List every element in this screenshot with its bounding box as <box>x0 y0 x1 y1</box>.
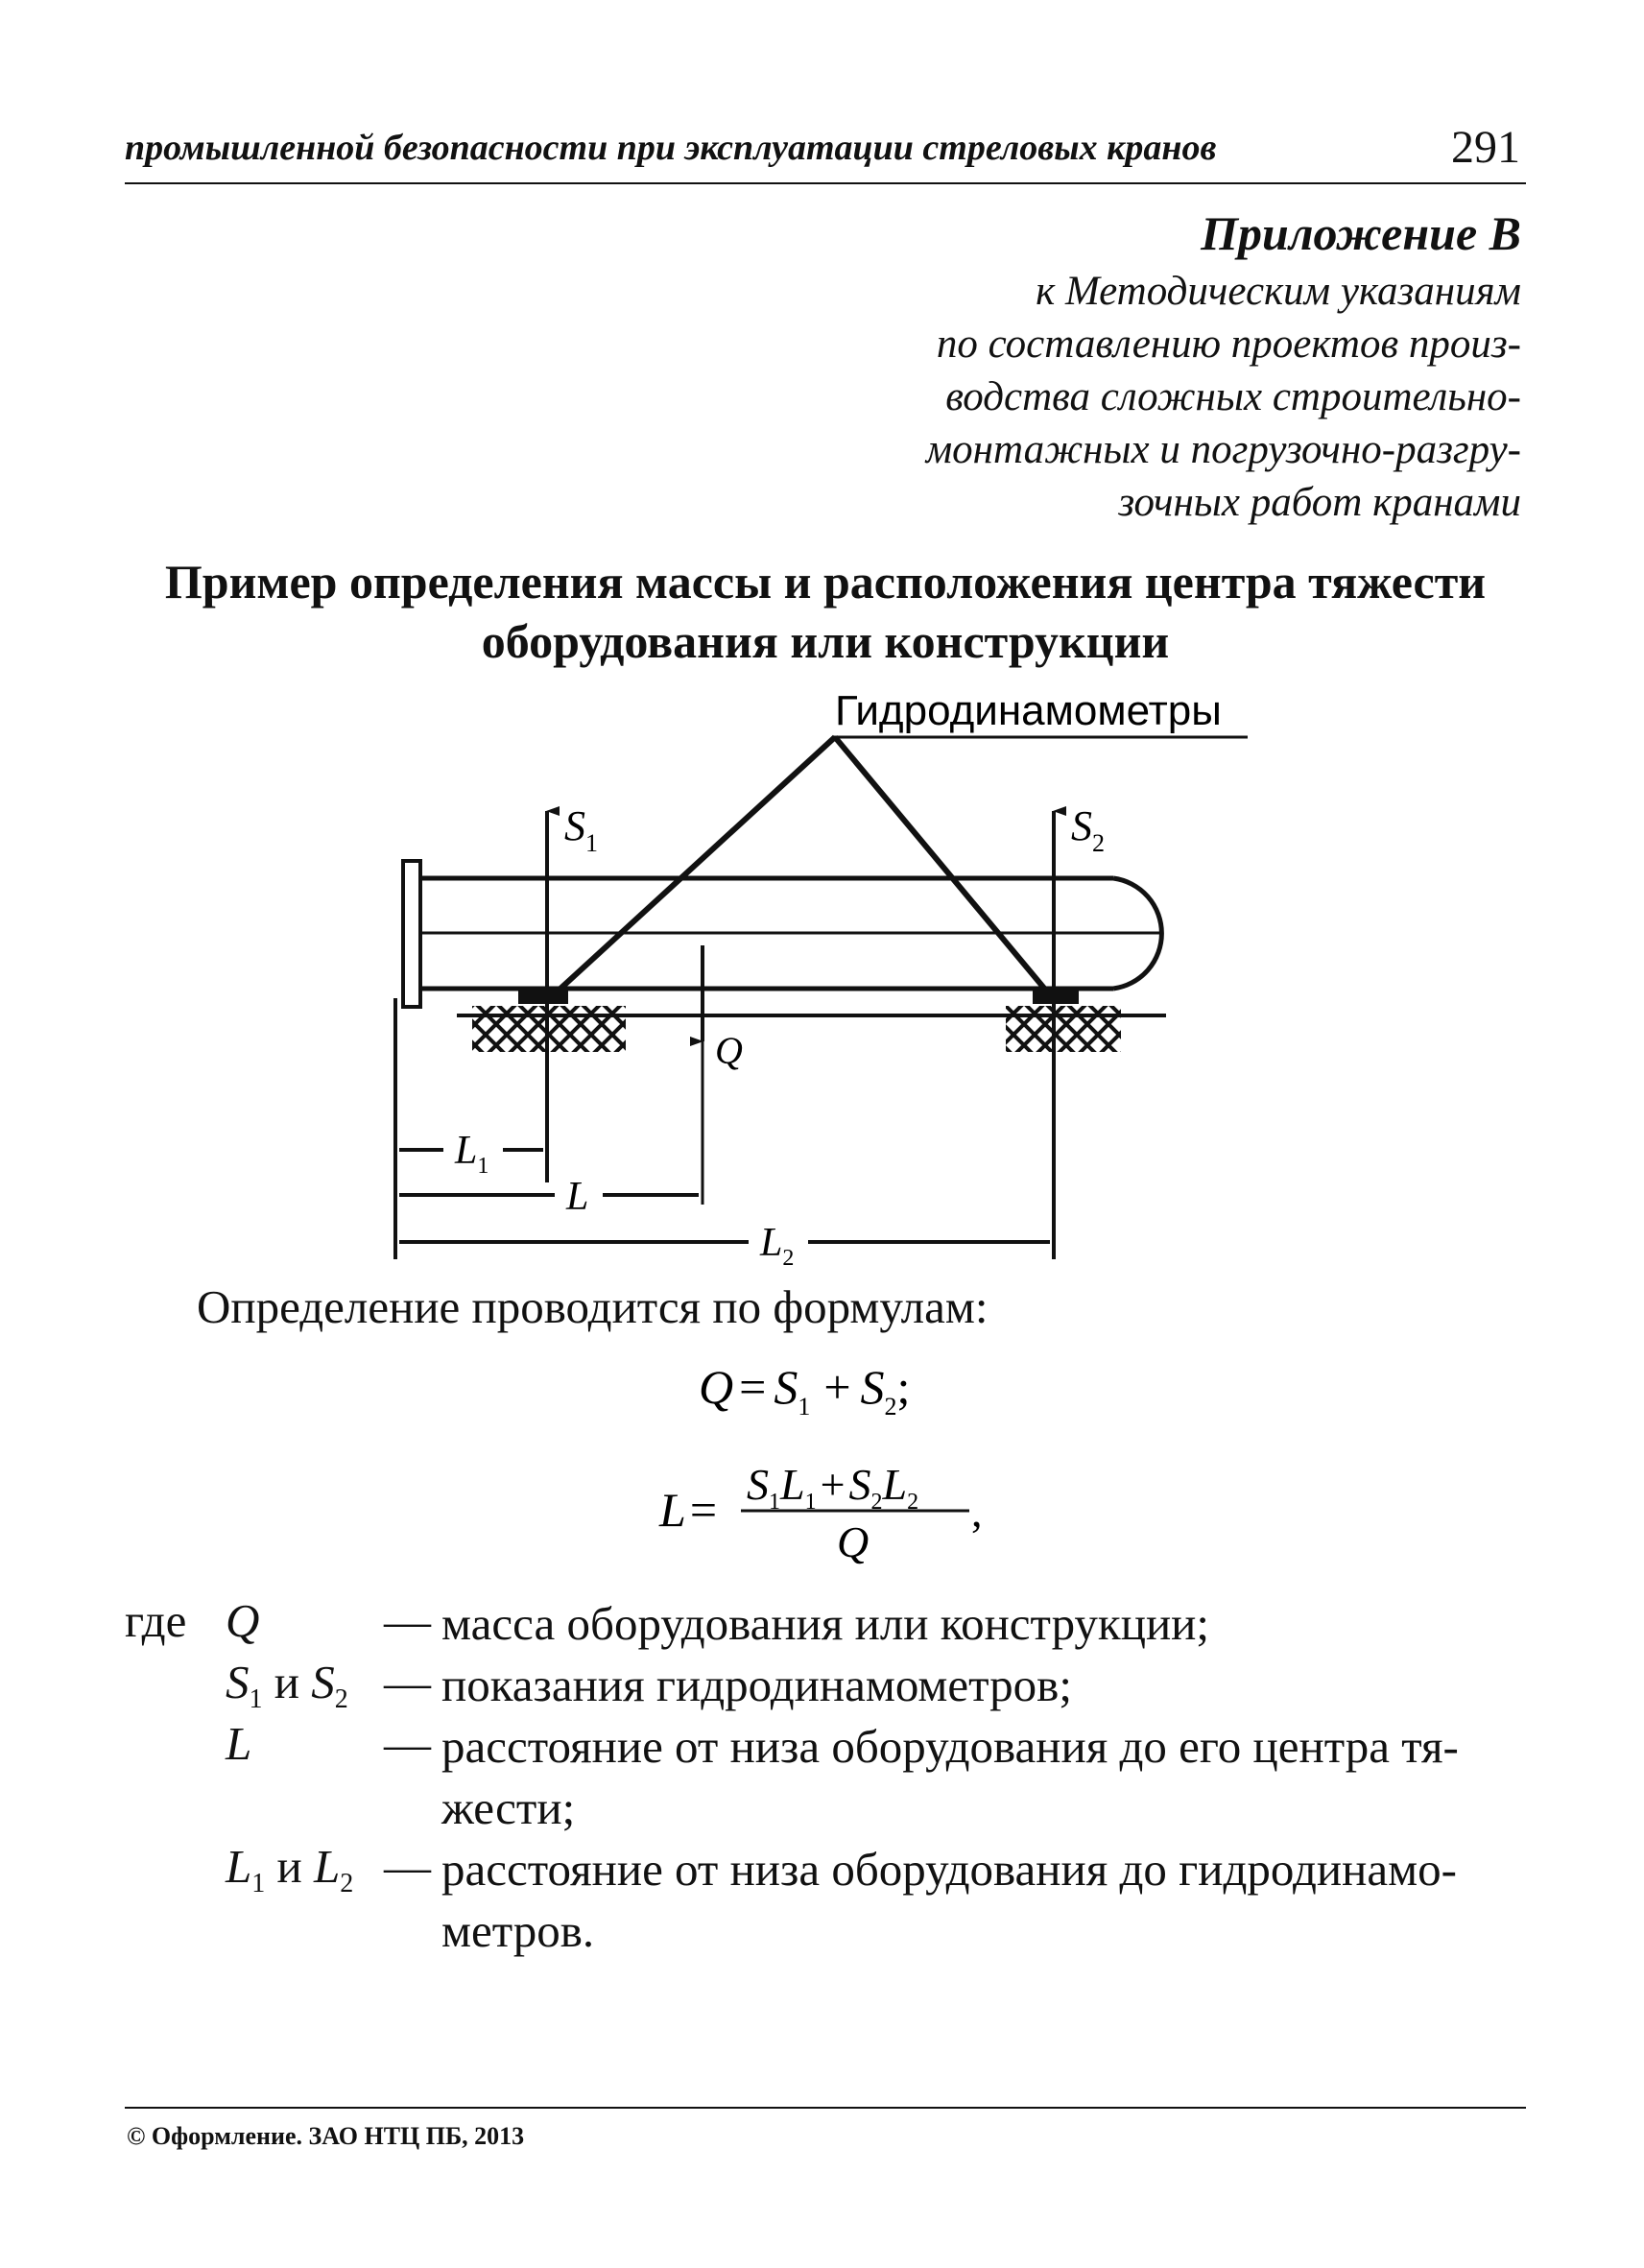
copyright-text: © Оформление. ЗАО НТЦ ПБ, 2013 <box>127 2122 525 2150</box>
footer <box>125 2107 1526 2157</box>
force-s2-label: $S_2$ <box>1071 802 1105 857</box>
dynamometer-left <box>518 989 568 1004</box>
sling-left <box>550 737 835 998</box>
appendix-line: зочных работ кранами <box>1118 480 1521 525</box>
where-lead: где <box>125 1594 187 1647</box>
formula-l-numerator: $S_1L_1+S_2L_2$ <box>747 1460 919 1515</box>
definition-symbol: L <box>226 1717 252 1770</box>
definition-symbol: Q <box>226 1594 260 1647</box>
heading-line-1: Пример определения массы и расположения центра тяжести <box>164 555 1487 609</box>
running-title: промышленной безопасности при эксплуатации стреловых кранов <box>125 128 1217 168</box>
appendix-line: по составлению проектов произ- <box>936 322 1521 367</box>
page-number: 291 <box>1451 122 1520 173</box>
dim-l1-label: $L_1$ <box>455 1129 489 1179</box>
formula-l-lhs: L= <box>659 1483 718 1537</box>
definition-dash: — <box>384 1717 431 1770</box>
dim-l2-label: $L_2$ <box>760 1221 795 1271</box>
appendix-line: монтажных и погрузочно-разгру- <box>925 427 1521 472</box>
appendix-title: Приложение В <box>1201 206 1521 260</box>
formula-l-end: , <box>971 1487 983 1536</box>
definition-row <box>125 1655 1545 1716</box>
formula-q: $Q = S_1 + S_2$; <box>699 1360 911 1420</box>
support-right <box>1006 1006 1121 1052</box>
definition-text: показания гидродинамометров; <box>441 1659 1072 1711</box>
force-s1-label: $S_1$ <box>564 802 598 857</box>
heading-line-2: оборудования или конструкции <box>481 614 1170 668</box>
definition-dash: — <box>384 1840 431 1893</box>
appendix-line: к Методическим указаниям <box>1036 269 1521 314</box>
appendix-line: водства сложных строительно- <box>945 374 1521 419</box>
definition-row <box>125 1716 1545 1839</box>
definition-symbol: $L_1$ и $L_2$ <box>226 1840 354 1898</box>
dim-l-label: L <box>566 1175 589 1219</box>
vessel-flange <box>403 861 420 1007</box>
definition-row <box>125 1839 1545 1962</box>
variable-definitions <box>125 1593 1545 1962</box>
dynamometer-label: Гидродинамометры <box>835 687 1222 734</box>
definition-text: масса оборудования или конструкции; <box>441 1597 1210 1650</box>
sling-right <box>835 737 1051 996</box>
formula-l-denominator: Q <box>837 1517 870 1566</box>
intro-text: Определение проводится по формулам: <box>197 1280 989 1333</box>
definition-dash: — <box>384 1594 431 1647</box>
definition-row <box>125 1593 1545 1655</box>
definition-symbol: $S_1$ и $S_2$ <box>226 1656 348 1714</box>
definition-dash: — <box>384 1656 431 1708</box>
definition-text: расстояние от низа оборудования до его центра тя-жести; <box>441 1720 1459 1834</box>
definition-text: расстояние от низа оборудования до гидродинамо-метров. <box>441 1843 1457 1957</box>
weight-label: Q <box>715 1029 743 1072</box>
